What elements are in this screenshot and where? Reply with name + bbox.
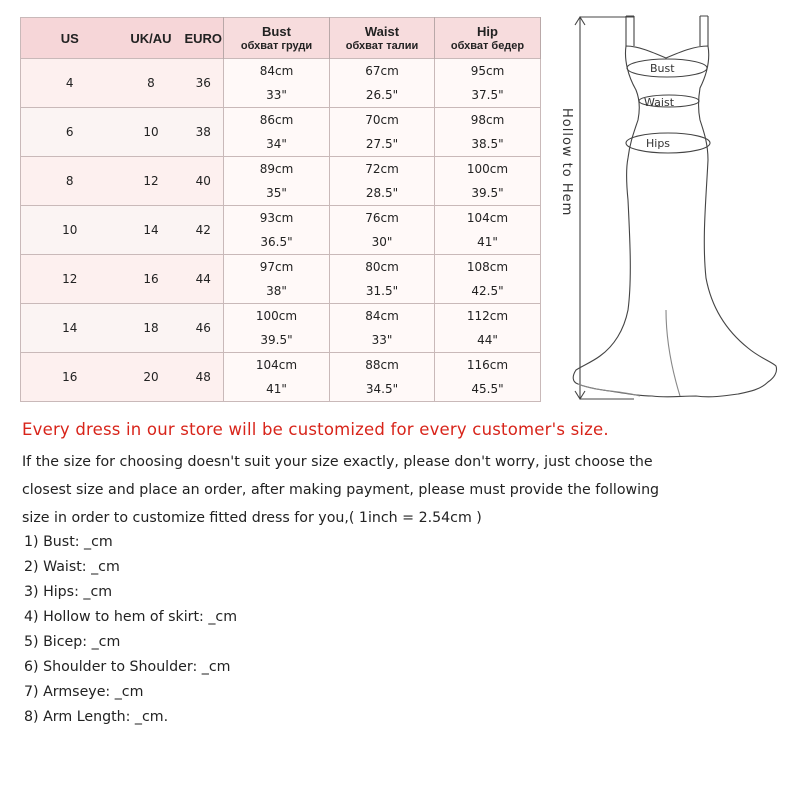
size-chart [20,17,540,400]
skirt-fold [666,310,680,396]
cell-bust [224,59,330,108]
cell-bust [224,206,330,255]
paragraph-line: size in order to customize fitted dress for you,( 1inch = 2.54cm ) [22,510,482,526]
hip-in: 39.5" [471,186,504,200]
bust-cm: 97cm [259,260,294,274]
list-item: 4) Hollow to hem of skirt: _cm [24,609,238,625]
dress-outline [573,46,776,397]
hip-in: 37.5" [471,88,504,102]
table-row [21,304,541,353]
waist-in: 33" [371,333,393,347]
hip-cm: 98cm [470,113,505,127]
cell-us: 4 [21,59,119,108]
waist-in: 31.5" [365,284,399,298]
cell-waist [330,255,435,304]
cell-euro: 36 [184,59,224,108]
cell-uk: 10 [119,108,184,157]
hip-in: 41" [477,235,498,249]
header-us: US [60,30,79,46]
cell-uk: 12 [119,157,184,206]
bust-in: 41" [266,382,287,396]
cell-euro: 42 [184,206,224,255]
measurement-list [24,530,237,730]
cell-us: 14 [21,304,119,353]
list-item: 6) Shoulder to Shoulder: _cm [24,659,231,675]
diagram-label-waist: Waist [644,96,675,109]
bust-in: 34" [266,137,287,151]
cell-euro: 40 [184,157,224,206]
cell-waist [330,304,435,353]
cell-hip [435,255,541,304]
cell-us: 6 [21,108,119,157]
waist-cm: 70cm [365,113,399,127]
bust-in: 36.5" [260,235,293,249]
size-table [20,17,541,402]
table-row [21,157,541,206]
waist-cm: 76cm [365,211,399,225]
diagram-label-hollow: Hollow to Hem [559,108,574,217]
dress-measurement-diagram [548,10,788,405]
diagram-label-hips: Hips [646,137,671,150]
cell-bust [224,157,330,206]
waist-in: 27.5" [365,137,399,151]
header-hip-en: Hip [477,24,498,39]
waist-cm: 67cm [365,64,399,78]
hip-cm: 104cm [466,211,509,225]
header-bust-ru: обхват груди [240,40,313,52]
cell-euro: 38 [184,108,224,157]
waist-in: 26.5" [365,88,399,102]
list-item: 3) Hips: _cm [24,584,113,600]
diagram-label-bust: Bust [650,62,675,75]
header-euro: EURO [184,30,223,46]
cell-bust [224,108,330,157]
hip-in: 44" [477,333,498,347]
cell-hip [435,59,541,108]
waist-in: 30" [371,235,393,249]
hip-cm: 108cm [466,260,509,274]
header-waist [330,18,435,59]
table-row [21,353,541,402]
waist-cm: 80cm [365,260,399,274]
table-row [21,108,541,157]
hip-in: 42.5" [471,284,504,298]
list-item: 8) Arm Length: _cm. [24,709,169,725]
cell-hip [435,157,541,206]
header-hip [435,18,541,59]
cell-euro: 48 [184,353,224,402]
bust-in: 35" [266,186,287,200]
hip-in: 45.5" [471,382,504,396]
list-item: 7) Armseye: _cm [24,684,144,700]
cell-us: 12 [21,255,119,304]
cell-hip [435,353,541,402]
bust-cm: 104cm [255,358,298,372]
bust-cm: 84cm [259,64,294,78]
cell-euro: 44 [184,255,224,304]
table-row [21,255,541,304]
bust-cm: 86cm [259,113,294,127]
header-hip-ru: обхват бедер [450,40,525,52]
cell-us: 8 [21,157,119,206]
cell-uk: 8 [119,59,184,108]
hip-in: 38.5" [471,137,504,151]
bust-in: 33" [266,88,287,102]
bust-in: 39.5" [260,333,293,347]
hip-cm: 100cm [466,162,509,176]
cell-hip [435,304,541,353]
right-strap [700,16,708,46]
cell-euro: 46 [184,304,224,353]
cell-bust [224,255,330,304]
hip-cm: 95cm [470,64,505,78]
cell-uk: 14 [119,206,184,255]
header-ukau: UK/AU [130,30,172,46]
waist-in: 34.5" [365,382,399,396]
cell-waist [330,59,435,108]
waist-in: 28.5" [365,186,399,200]
cell-hip [435,108,541,157]
paragraph-line: closest size and place an order, after making payment, please must provide the following [22,482,660,498]
cell-uk: 18 [119,304,184,353]
cell-bust [224,304,330,353]
list-item: 2) Waist: _cm [24,559,120,575]
hem-wave [578,384,640,396]
paragraph-line: If the size for choosing doesn't suit your size exactly, please don't worry, just choose the [22,454,653,470]
cell-waist [330,108,435,157]
cell-us: 10 [21,206,119,255]
table-row [21,206,541,255]
waist-cm: 84cm [365,309,399,323]
cell-uk: 16 [119,255,184,304]
cell-waist [330,353,435,402]
cell-bust [224,353,330,402]
instruction-paragraph [22,448,782,532]
left-strap [626,16,634,46]
header-bust-en: Bust [262,24,291,39]
cell-us: 16 [21,353,119,402]
list-item: 1) Bust: _cm [24,534,113,550]
hip-cm: 112cm [466,309,509,323]
cell-waist [330,157,435,206]
header-waist-ru: обхват талии [345,40,419,52]
hip-cm: 116cm [466,358,509,372]
bust-in: 38" [266,284,287,298]
header-bust [224,18,330,59]
waist-cm: 72cm [365,162,399,176]
table-row [21,59,541,108]
header-waist-en: Waist [364,24,400,39]
cell-hip [435,206,541,255]
bust-cm: 93cm [259,211,294,225]
custom-size-notice: Every dress in our store will be customized for every customer's size. [22,420,609,439]
cell-uk: 20 [119,353,184,402]
bust-cm: 100cm [255,309,298,323]
bust-cm: 89cm [259,162,294,176]
cell-waist [330,206,435,255]
waist-cm: 88cm [365,358,399,372]
list-item: 5) Bicep: _cm [24,634,121,650]
table-header-row [21,18,541,59]
